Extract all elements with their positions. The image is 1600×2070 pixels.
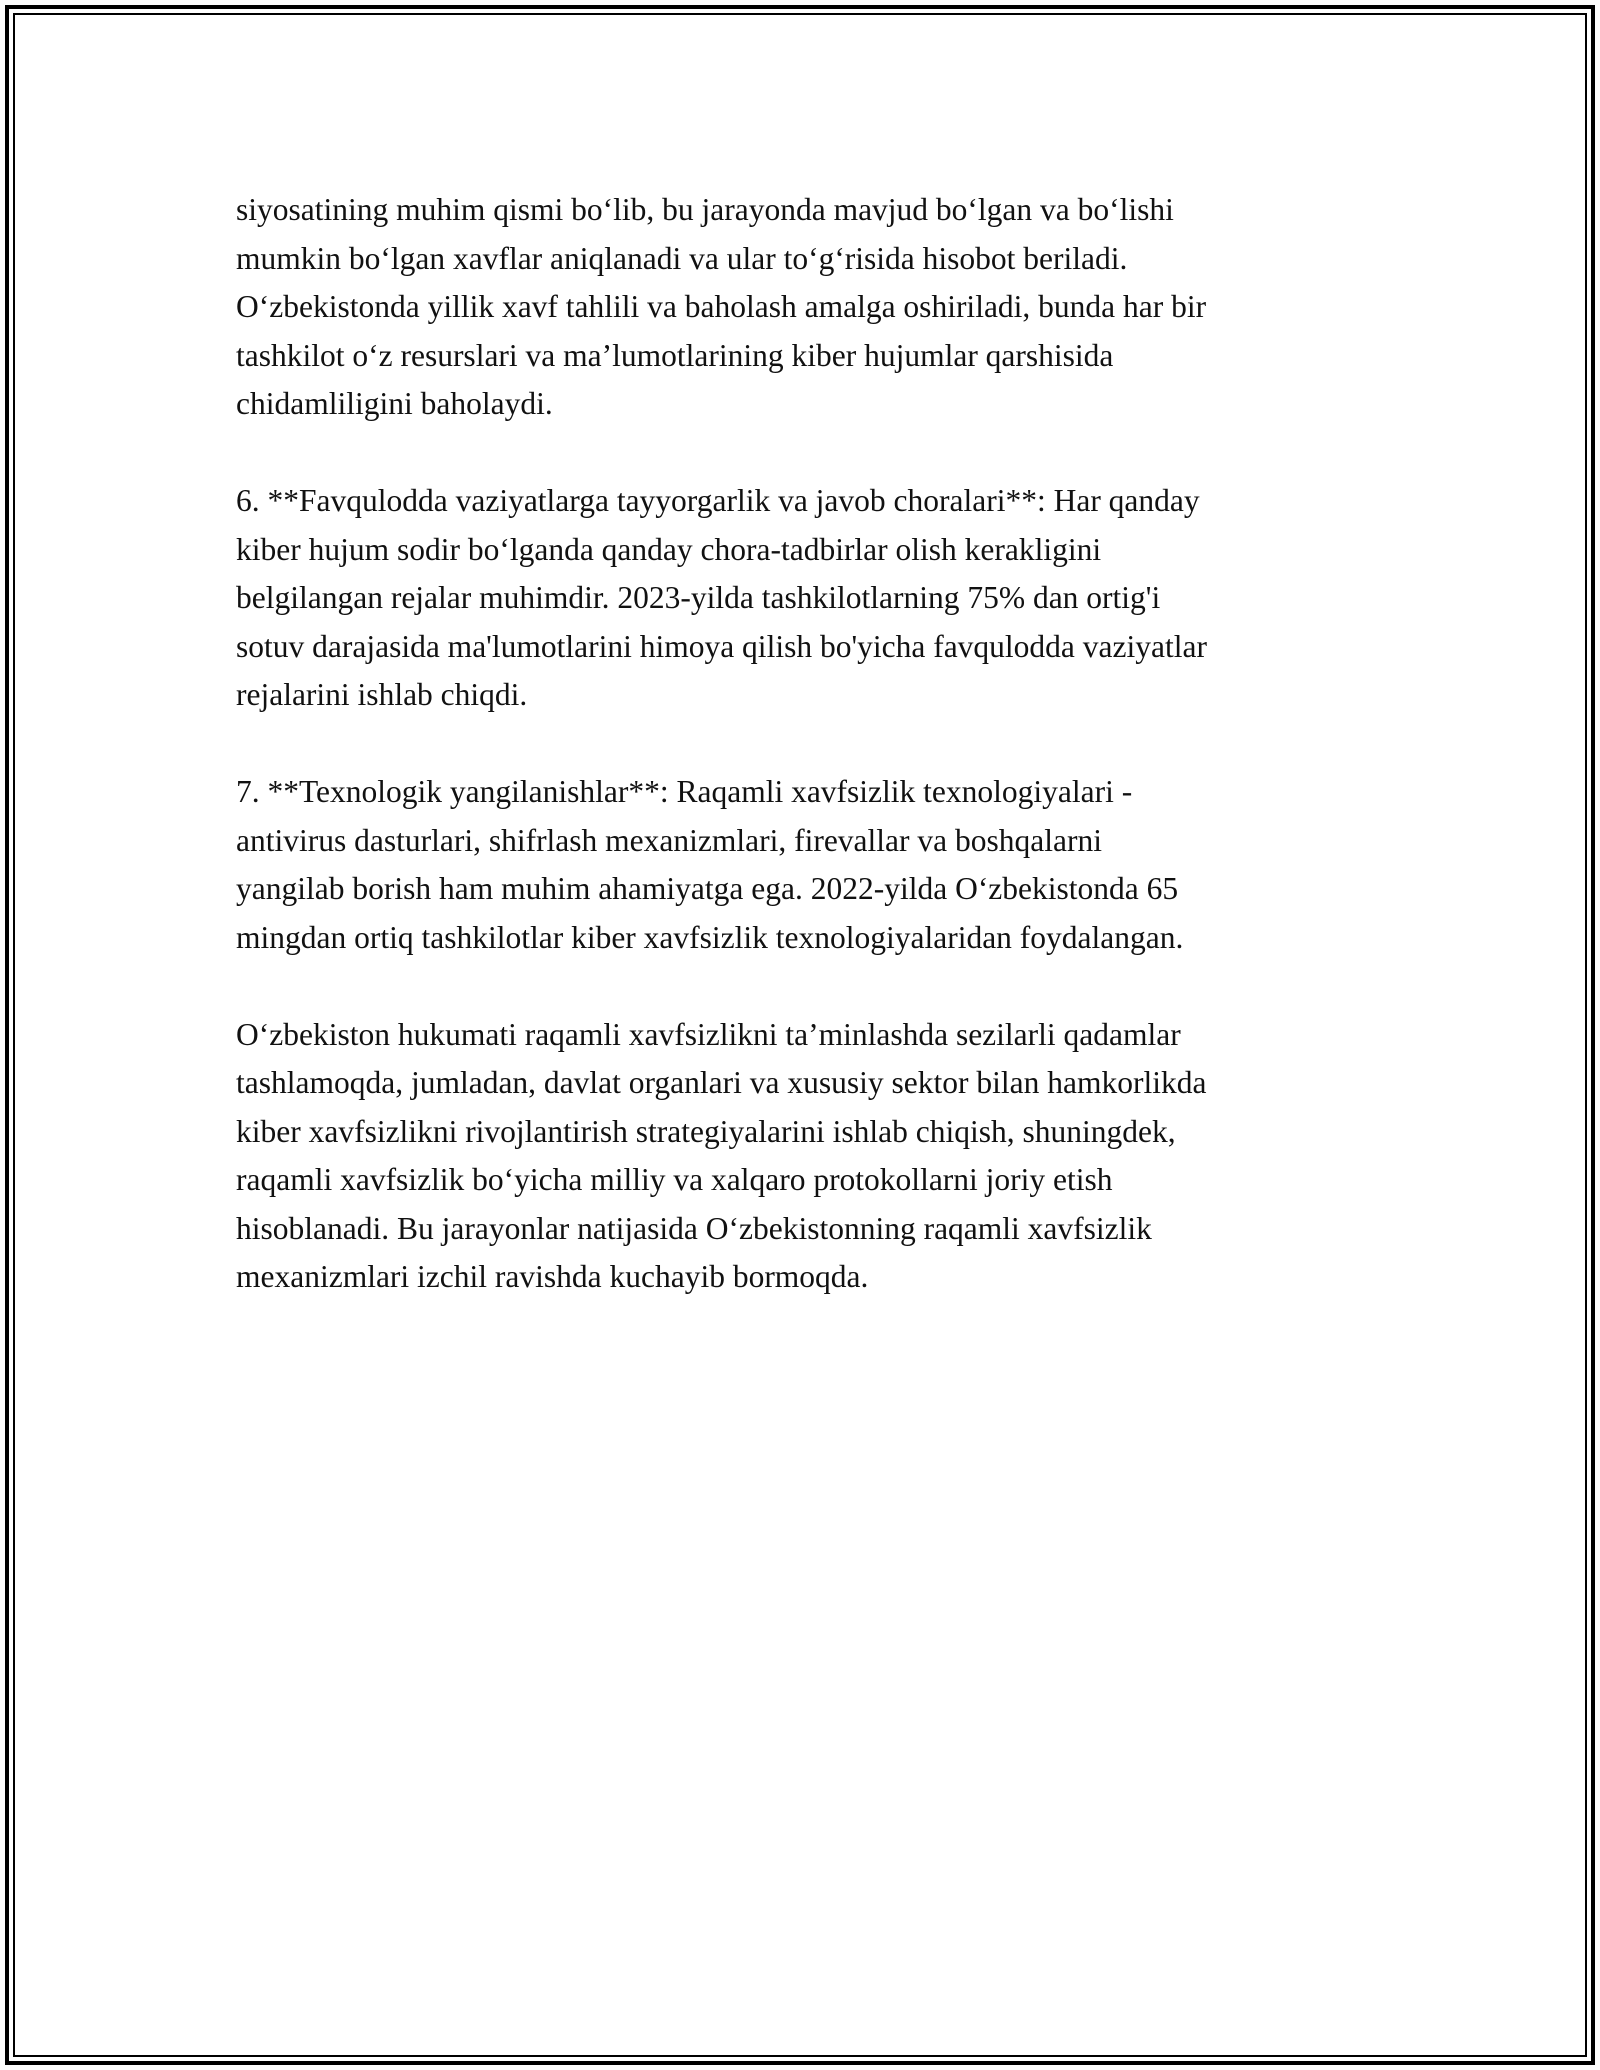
text-line: 6. **Favqulodda vaziyatlarga tayyorgarlik va javob choralari**: Har qanday xyxy=(236,483,1200,518)
text-line: sotuv darajasida ma'lumotlarini himoya qilish bo'yicha favqulodda vaziyatlar xyxy=(236,628,1207,664)
text-line: yangilab borish ham muhim ahamiyatga ega. 2022-yilda O‘zbekistonda 65 xyxy=(236,871,1179,906)
text-line: belgilangan rejalar muhimdir. 2023-yilda tashkilotlarning 75% dan ortig'i xyxy=(236,580,1161,615)
text-line: mumkin bo‘lgan xavflar aniqlanadi va ular to‘g‘risida hisobot beriladi. xyxy=(236,240,1128,276)
text-line: siyosatining muhim qismi bo‘lib, bu jarayonda mavjud bo‘lgan va bo‘lishi xyxy=(236,192,1174,227)
paragraph-conclusion xyxy=(236,1011,1376,1302)
text-line: O‘zbekistonda yillik xavf tahlili va baholash amalga oshiriladi, bunda har bir xyxy=(236,289,1207,324)
text-line: raqamli xavfsizlik bo‘yicha milliy va xalqaro protokollarni joriy etish xyxy=(236,1162,1113,1197)
text-line: kiber hujum sodir bo‘lganda qanday chora-tadbirlar olish kerakligini xyxy=(236,531,1102,567)
text-line: tashkilot o‘z resurslari va ma’lumotlarining kiber hujumlar qarshisida xyxy=(236,337,1114,373)
text-line: antivirus dasturlari, shifrlash mexanizmlari, firevallar va boshqalarni xyxy=(236,822,1102,858)
paragraph-technology-updates xyxy=(236,768,1376,962)
paragraph-risk-assessment xyxy=(236,186,1376,429)
text-line: mexanizmlari izchil ravishda kuchayib bormoqda. xyxy=(236,1259,869,1294)
text-line: O‘zbekiston hukumati raqamli xavfsizlikni ta’minlashda sezilarli qadamlar xyxy=(236,1016,1181,1052)
text-line: tashlamoqda, jumladan, davlat organlari va xususiy sektor bilan hamkorlikda xyxy=(236,1065,1207,1100)
text-line: mingdan ortiq tashkilotlar kiber xavfsizlik texnologiyalaridan foydalangan. xyxy=(236,919,1184,955)
paragraph-emergency-preparedness xyxy=(236,477,1376,720)
text-line: kiber xavfsizlikni rivojlantirish strategiyalarini ishlab chiqish, shuningdek, xyxy=(236,1113,1176,1149)
text-line: 7. **Texnologik yangilanishlar**: Raqamli xavfsizlik texnologiyalari - xyxy=(236,774,1133,809)
text-line: rejalarini ishlab chiqdi. xyxy=(236,677,528,712)
text-line: hisoblanadi. Bu jarayonlar natijasida O‘zbekistonning raqamli xavfsizlik xyxy=(236,1210,1152,1246)
text-line: chidamliligini baholaydi. xyxy=(236,386,553,421)
document-body xyxy=(236,186,1376,1302)
